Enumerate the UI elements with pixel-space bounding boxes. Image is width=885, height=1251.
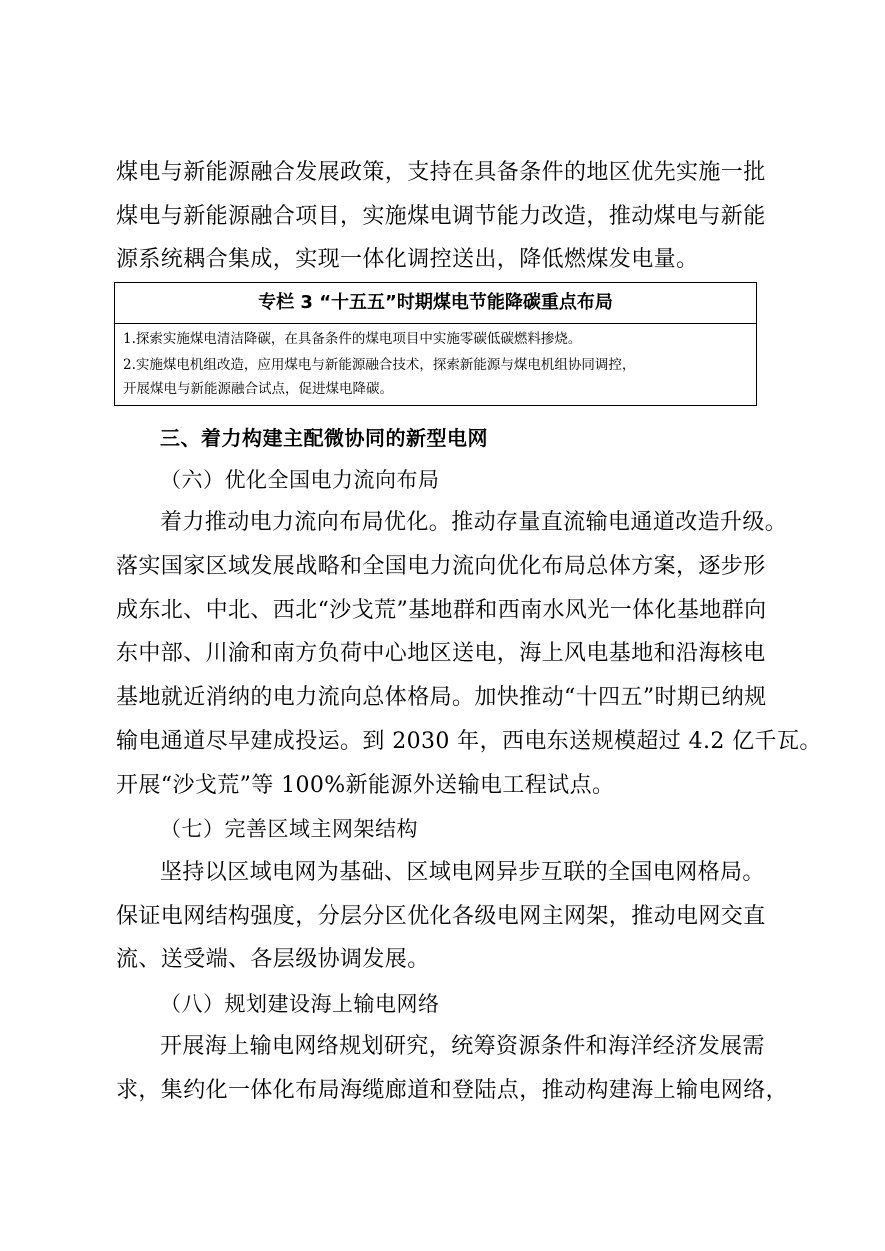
paragraph-line: 求，集约化一体化布局海缆廊道和登陆点，推动构建海上输电网络， bbox=[116, 1078, 789, 1103]
paragraph-line: 基地就近消纳的电力流向总体格局。加快推动“十四五”时期已纳规 bbox=[116, 685, 767, 710]
paragraph-line: 煤电与新能源融合发展政策，支持在具备条件的地区优先实施一批 bbox=[116, 160, 766, 185]
paragraph-line: 着力推动电力流向布局优化。推动存量直流输电通道改造升级。 bbox=[160, 510, 788, 535]
column-box-title: 专栏 3 “十五五”时期煤电节能降碳重点布局 bbox=[115, 283, 756, 324]
paragraph-line: 落实国家区域发展战略和全国电力流向优化布局总体方案，逐步形 bbox=[116, 554, 766, 579]
paragraph-line: 成东北、中北、西北“沙戈荒”基地群和西南水风光一体化基地群向 bbox=[116, 598, 767, 623]
paragraph-line: 煤电与新能源融合项目，实施煤电调节能力改造，推动煤电与新能 bbox=[116, 204, 766, 229]
paragraph-line: 东中部、川渝和南方负荷中心地区送电，海上风电基地和沿海核电 bbox=[116, 641, 766, 666]
paragraph-line: 开展海上输电网络规划研究，统筹资源条件和海洋经济发展需 bbox=[160, 1034, 765, 1059]
column-box-item: 开展煤电与新能源融合试点，促进煤电降碳。 bbox=[123, 381, 393, 397]
paragraph-line: 输电通道尽早建成投运。到 2030 年，西电东送规模超过 4.2 亿千瓦。 bbox=[116, 729, 822, 754]
column-box bbox=[114, 282, 757, 406]
paragraph-line: 坚持以区域电网为基础、区域电网异步互联的全国电网格局。 bbox=[160, 860, 765, 885]
column-box-item: 1.探索实施煤电清洁降碳，在具备条件的煤电项目中实施零碳低碳燃料掺烧。 bbox=[123, 331, 582, 347]
paragraph-line: 保证电网结构强度，分层分区优化各级电网主网架，推动电网交直 bbox=[116, 904, 766, 929]
paragraph-line: 源系统耦合集成，实现一体化调控送出，降低燃煤发电量。 bbox=[116, 247, 699, 272]
column-box-item: 2.实施煤电机组改造，应用煤电与新能源融合技术，探索新能源与煤电机组协同调控， bbox=[123, 357, 636, 373]
paragraph-line: 流、送受端、各层级协调发展。 bbox=[116, 947, 430, 972]
paragraph-line: 开展“沙戈荒”等 100%新能源外送输电工程试点。 bbox=[116, 773, 615, 798]
subsection-title: （六）优化全国电力流向布局 bbox=[160, 468, 440, 492]
subsection-title: （七）完善区域主网架结构 bbox=[160, 817, 418, 841]
section-title: 三、着力构建主配微协同的新型电网 bbox=[160, 426, 488, 450]
subsection-title: （八）规划建设海上输电网络 bbox=[160, 992, 440, 1016]
